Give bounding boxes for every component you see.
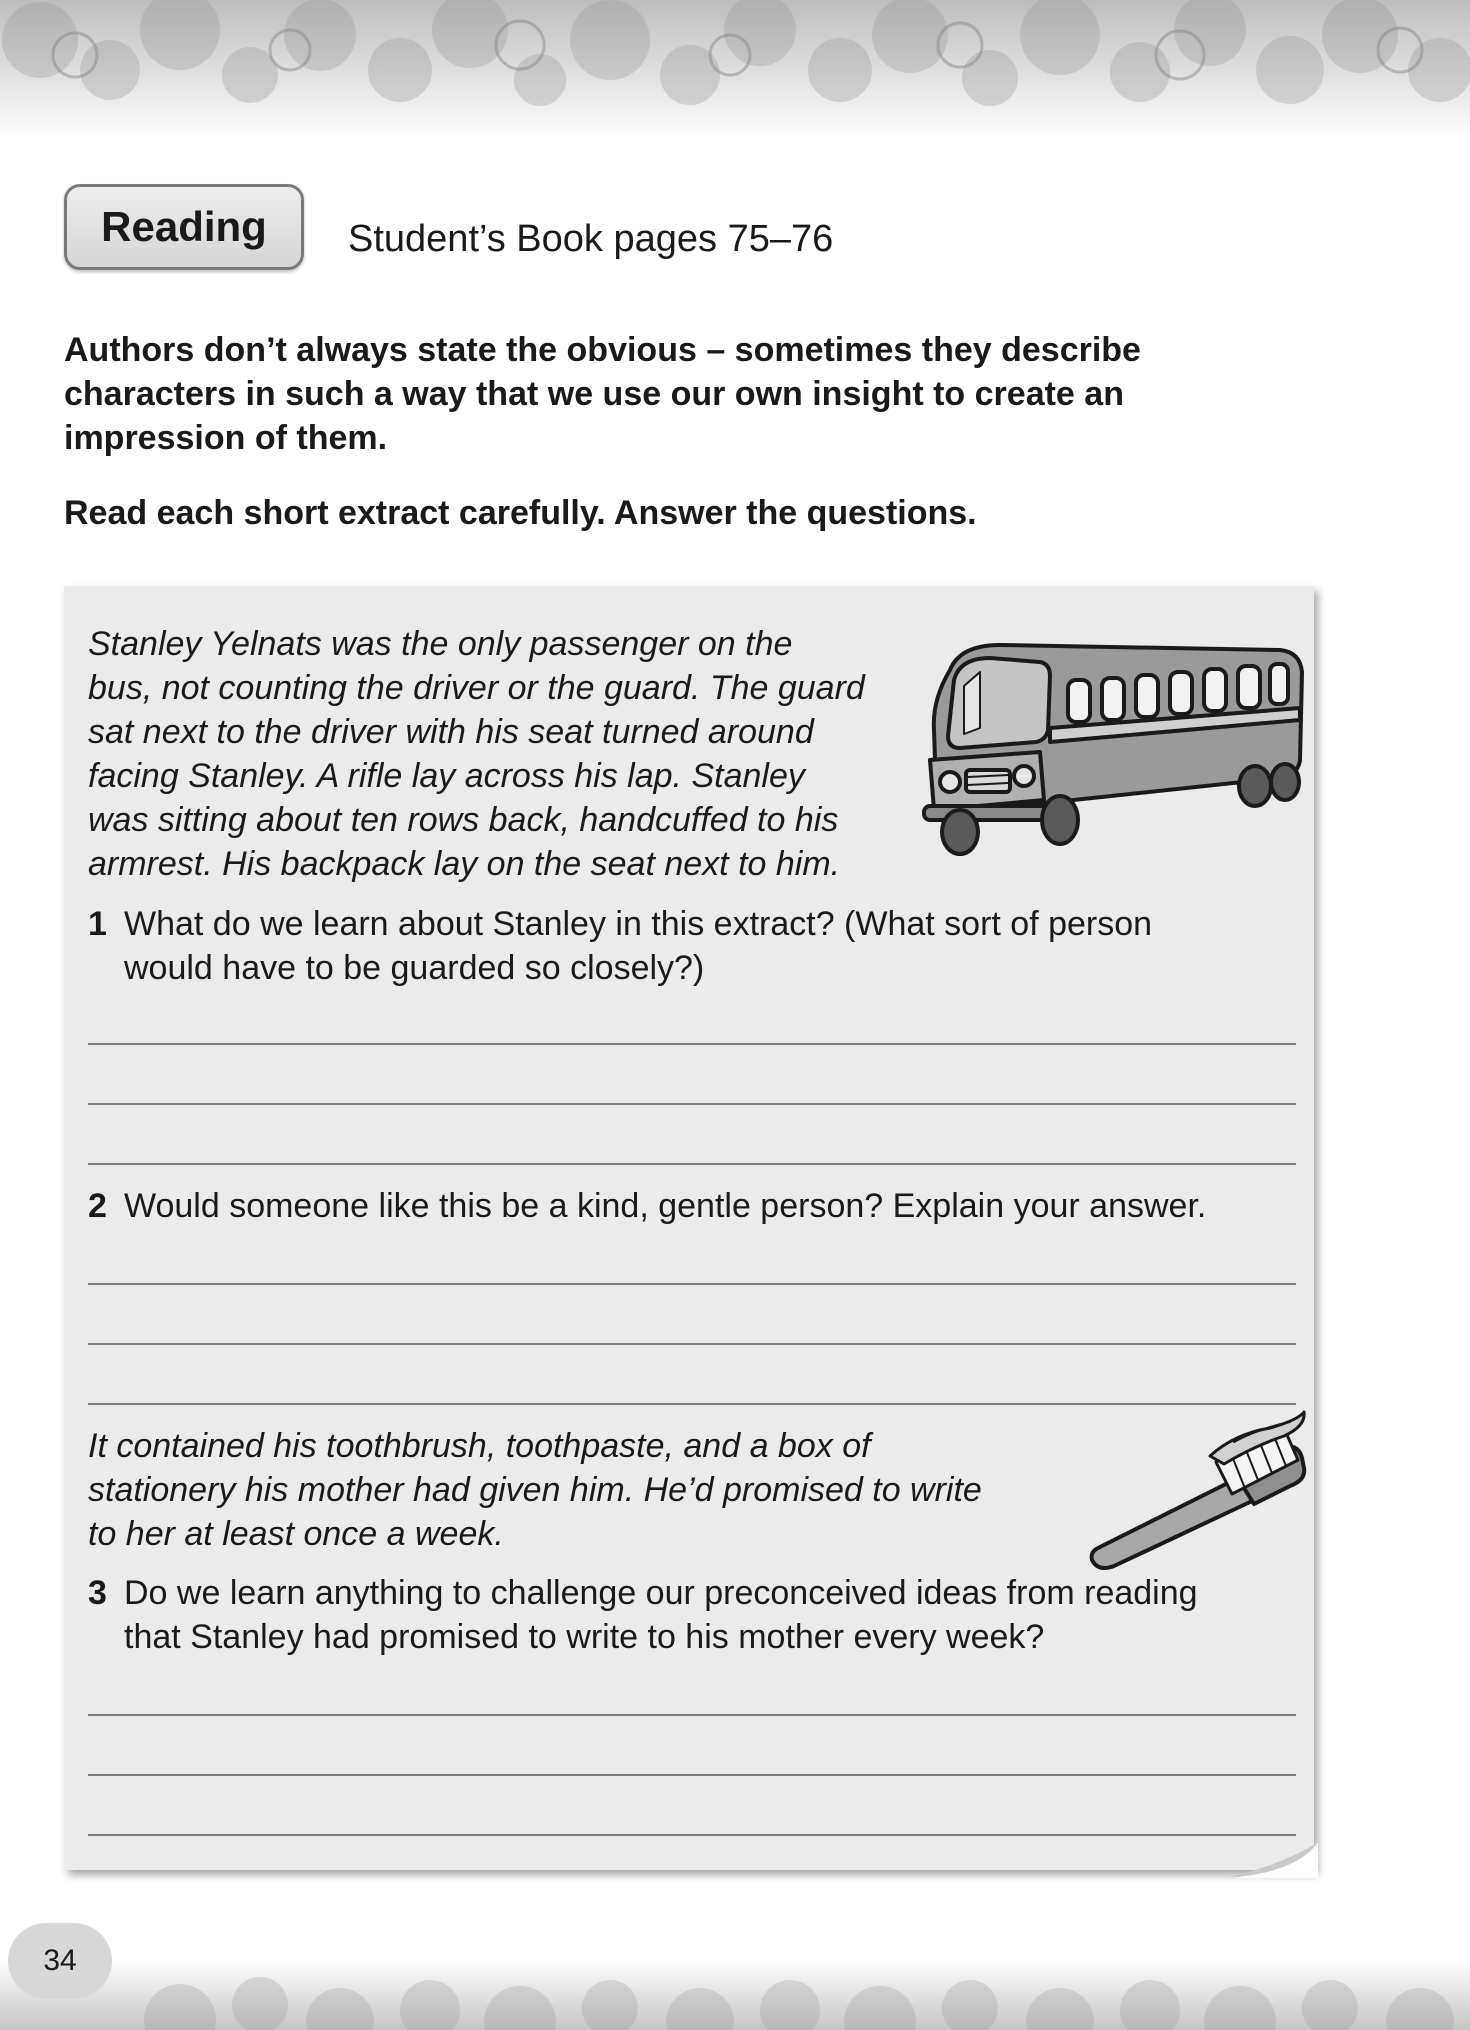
question-2 bbox=[88, 1184, 1206, 1228]
answer-line[interactable] bbox=[88, 1103, 1296, 1105]
question-text-line: Would someone like this be a kind, gentle person? Explain your answer. bbox=[124, 1187, 1207, 1225]
extract-1-line: was sitting about ten rows back, handcuffed to his bbox=[88, 801, 839, 839]
question-text-line: that Stanley had promised to write to his mother every week? bbox=[124, 1618, 1045, 1656]
book-reference: Student’s Book pages 75–76 bbox=[348, 218, 834, 260]
question-3 bbox=[88, 1571, 1198, 1659]
question-text-line: would have to be guarded so closely?) bbox=[124, 949, 705, 987]
bus-illustration bbox=[920, 610, 1310, 860]
question-number: 2 bbox=[88, 1187, 107, 1225]
extract-2-line: stationery his mother had given him. He’d promised to write bbox=[88, 1471, 982, 1509]
answer-line[interactable] bbox=[88, 1403, 1296, 1405]
intro-paragraph: Authors don’t always state the obvious – sometimes they describe characters in such a way that we use our own insight to create an impression of them. bbox=[64, 331, 1141, 457]
extract-1-line: Stanley Yelnats was the only passenger on the bbox=[88, 625, 793, 663]
decorative-footer-bubbles bbox=[0, 1960, 1470, 2030]
section-label-reading bbox=[64, 184, 304, 270]
extract-1 bbox=[88, 622, 865, 886]
section-label-text: Reading bbox=[101, 203, 267, 250]
instruction-text: Read each short extract carefully. Answer the questions. bbox=[64, 494, 977, 532]
question-number: 3 bbox=[88, 1574, 107, 1612]
page-number: 34 bbox=[8, 1923, 112, 1999]
answer-line[interactable] bbox=[88, 1343, 1296, 1345]
question-text-line: What do we learn about Stanley in this extract? (What sort of person bbox=[124, 905, 1153, 943]
extract-2-line: It contained his toothbrush, toothpaste, and a box of bbox=[88, 1427, 871, 1465]
extract-1-line: facing Stanley. A rifle lay across his lap. Stanley bbox=[88, 757, 805, 795]
question-number: 1 bbox=[88, 905, 107, 943]
question-1 bbox=[88, 902, 1152, 990]
answer-line[interactable] bbox=[88, 1043, 1296, 1045]
extract-1-line: armrest. His backpack lay on the seat next to him. bbox=[88, 845, 841, 883]
question-text-line: Do we learn anything to challenge our preconceived ideas from reading bbox=[124, 1574, 1198, 1612]
extract-1-line: sat next to the driver with his seat turned around bbox=[88, 713, 814, 751]
answer-line[interactable] bbox=[88, 1163, 1296, 1165]
answer-line[interactable] bbox=[88, 1774, 1296, 1776]
toothbrush-illustration bbox=[1084, 1410, 1310, 1570]
decorative-header-bubbles bbox=[0, 0, 1470, 140]
answer-line[interactable] bbox=[88, 1834, 1296, 1836]
extract-2 bbox=[88, 1424, 982, 1556]
answer-line[interactable] bbox=[88, 1283, 1296, 1285]
extract-2-line: to her at least once a week. bbox=[88, 1515, 504, 1553]
answer-line[interactable] bbox=[88, 1714, 1296, 1716]
extract-1-line: bus, not counting the driver or the guard. The guard bbox=[88, 669, 865, 707]
page-curl-decoration bbox=[1228, 1842, 1318, 1878]
